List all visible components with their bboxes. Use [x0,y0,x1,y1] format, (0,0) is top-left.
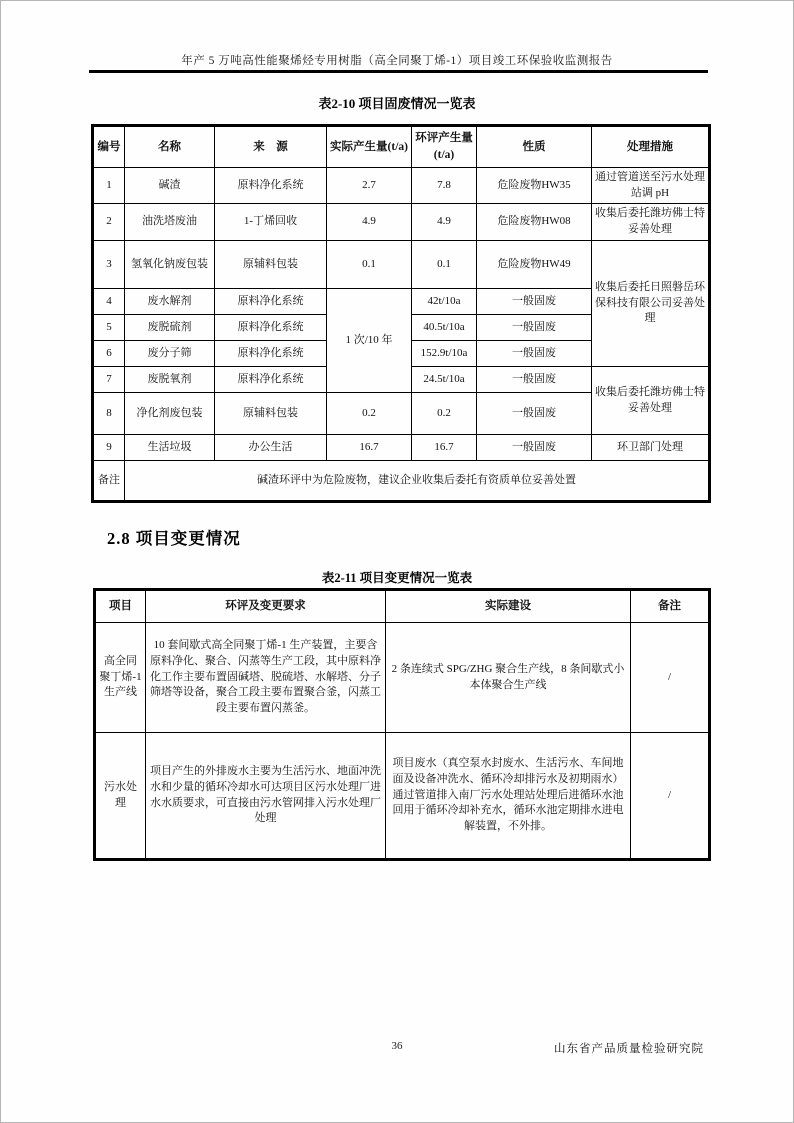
cell-requirement: 10 套间歇式高全同聚丁烯-1 生产装置，主要含原料净化、聚合、闪蒸等生产工段，其中原料净化工作主要布置固碱塔、脱硫塔、水解塔、分子筛塔等设备，聚合工段主要布置聚合釜，闪蒸工段主要布置闪蒸釜。 [146,623,386,733]
cell-treatment: 收集后委托潍坊佛士特妥善处理 [592,204,710,241]
cell-actual: 4.9 [327,204,412,241]
cell-source: 原料净化系统 [215,168,327,204]
cell-nature: 危险废物HW08 [477,204,592,241]
cell-eia: 0.2 [412,393,477,435]
cell-eia: 4.9 [412,204,477,241]
cell-no: 4 [93,289,125,315]
cell-source: 原辅料包装 [215,393,327,435]
cell-name: 生活垃圾 [125,435,215,461]
cell-treatment: 通过管道送至污水处理站调 pH [592,168,710,204]
note-text: 碱渣环评中为危险废物，建议企业收集后委托有资质单位妥善处置 [125,461,710,502]
cell-item: 高全同聚丁烯-1 生产线 [95,623,146,733]
header-divider [89,70,708,73]
cell-requirement: 项目产生的外排废水主要为生活污水、地面冲洗水和少量的循环冷却水可达项目区污水处理厂进水水质要求，可直接由污水管网排入污水处理厂处理 [146,733,386,860]
table-row [93,241,710,289]
cell-eia: 42t/10a [412,289,477,315]
table-row [95,623,710,733]
cell-name: 废脱硫剂 [125,315,215,341]
col-header-source: 来 源 [215,126,327,168]
cell-no: 9 [93,435,125,461]
cell-actual-merged: 1 次/10 年 [327,289,412,393]
cell-no: 5 [93,315,125,341]
cell-no: 2 [93,204,125,241]
cell-eia: 0.1 [412,241,477,289]
cell-item: 污水处理 [95,733,146,860]
col-header-actual-construction: 实际建设 [386,590,631,623]
cell-source: 原辅料包装 [215,241,327,289]
cell-actual-construction: 项目废水（真空泵水封废水、生活污水、车间地面及设备冲洗水、循环冷却排污水及初期雨水）通过管道排入南厂污水处理站处理后进循环水池回用于循环冷却补充水，循环水池定期排水进电解装置，不外排。 [386,733,631,860]
cell-no: 1 [93,168,125,204]
table-header-row [95,590,710,623]
cell-name: 废分子筛 [125,341,215,367]
table-header-row [93,126,710,168]
cell-nature: 危险废物HW35 [477,168,592,204]
cell-source: 原料净化系统 [215,341,327,367]
cell-name: 废脱氧剂 [125,367,215,393]
cell-actual: 16.7 [327,435,412,461]
table-row [95,733,710,860]
cell-name: 油洗塔废油 [125,204,215,241]
table-note-row [93,461,710,502]
cell-actual: 2.7 [327,168,412,204]
cell-source: 1-丁烯回收 [215,204,327,241]
cell-source: 原料净化系统 [215,315,327,341]
col-header-eia: 环评产生量(t/a) [412,126,477,168]
cell-nature: 一般固废 [477,289,592,315]
cell-treatment: 环卫部门处理 [592,435,710,461]
cell-name: 氢氧化钠废包装 [125,241,215,289]
cell-nature: 一般固废 [477,435,592,461]
col-header-actual: 实际产生量(t/a) [327,126,412,168]
cell-no: 6 [93,341,125,367]
cell-nature: 一般固废 [477,367,592,393]
note-label: 备注 [93,461,125,502]
table-2-10-title: 表2-10 项目固废情况一览表 [318,96,476,111]
page-number: 36 [391,1040,403,1052]
cell-eia: 7.8 [412,168,477,204]
report-header-title: 年产 5 万吨高性能聚烯烃专用树脂（高全同聚丁烯-1）项目竣工环保验收监测报告 [181,55,613,67]
solid-waste-table [91,124,711,503]
cell-nature: 危险废物HW49 [477,241,592,289]
table-row [93,435,710,461]
cell-name: 废水解剂 [125,289,215,315]
table-row [93,168,710,204]
col-header-requirement: 环评及变更要求 [146,590,386,623]
col-header-item: 项目 [95,590,146,623]
table-2-11-title: 表2-11 项目变更情况一览表 [321,571,473,585]
cell-eia: 40.5t/10a [412,315,477,341]
cell-source: 原料净化系统 [215,367,327,393]
cell-eia: 152.9t/10a [412,341,477,367]
cell-source: 原料净化系统 [215,289,327,315]
table-row [93,204,710,241]
cell-nature: 一般固废 [477,315,592,341]
cell-treatment-merged: 收集后委托潍坊佛士特妥善处理 [592,367,710,435]
cell-nature: 一般固废 [477,393,592,435]
cell-source: 办公生活 [215,435,327,461]
cell-no: 7 [93,367,125,393]
cell-no: 3 [93,241,125,289]
cell-name: 净化剂废包装 [125,393,215,435]
cell-remark: / [631,733,710,860]
footer-organization: 山东省产品质量检验研究院 [554,1043,704,1055]
cell-actual: 0.1 [327,241,412,289]
section-heading-2-8: 2.8 项目变更情况 [107,529,241,548]
col-header-nature: 性质 [477,126,592,168]
project-changes-table [93,588,711,861]
cell-nature: 一般固废 [477,341,592,367]
cell-name: 碱渣 [125,168,215,204]
cell-no: 8 [93,393,125,435]
cell-actual-construction: 2 条连续式 SPG/ZHG 聚合生产线，8 条间歇式小本体聚合生产线 [386,623,631,733]
col-header-no: 编号 [93,126,125,168]
cell-actual: 0.2 [327,393,412,435]
cell-treatment-merged: 收集后委托日照磐岳环保科技有限公司妥善处理 [592,241,710,367]
col-header-name: 名称 [125,126,215,168]
col-header-treatment: 处理措施 [592,126,710,168]
col-header-remark: 备注 [631,590,710,623]
cell-eia: 24.5t/10a [412,367,477,393]
cell-eia: 16.7 [412,435,477,461]
cell-remark: / [631,623,710,733]
